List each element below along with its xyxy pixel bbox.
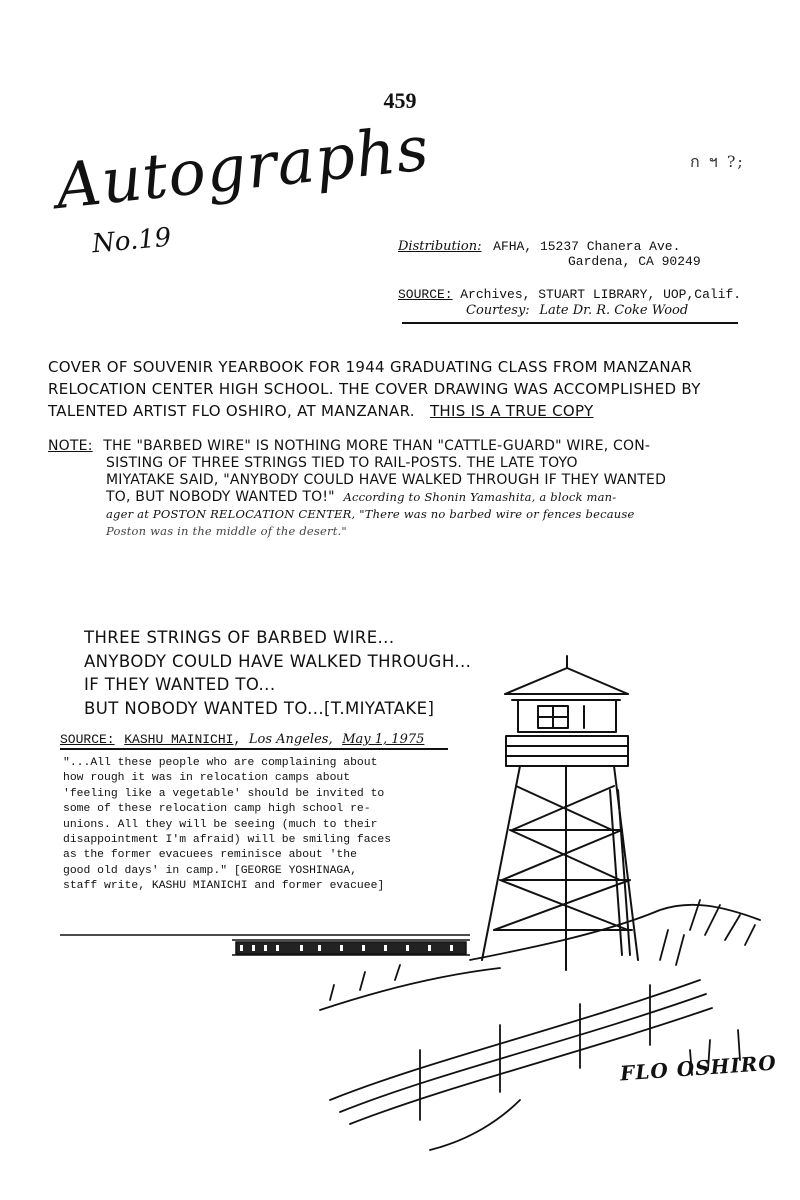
- note-line4-a: TO, BUT NOBODY WANTED TO!": [106, 489, 335, 505]
- true-copy-stamp: THIS IS A TRUE COPY: [429, 402, 594, 420]
- masthead-issue-no: No.19: [90, 222, 173, 260]
- intro-paragraph: [48, 356, 738, 422]
- intro-line1: COVER OF SOUVENIR YEARBOOK FOR 1944 GRADUATING CLASS FROM MANZANAR: [48, 358, 693, 376]
- corner-mark: ก ฯ ?;: [690, 152, 745, 171]
- article-source: SOURCE: KASHU MAINICHI, Los Angeles, May 1, 1975: [60, 732, 425, 747]
- article-source-rule: [60, 748, 448, 750]
- quote-line3: IF THEY WANTED TO...: [84, 675, 276, 694]
- courtesy-value: Late Dr. R. Coke Wood: [539, 303, 689, 318]
- article-source-label: SOURCE:: [60, 732, 115, 747]
- artist-signature: FLO OSHIRO: [619, 1050, 778, 1086]
- article-source-city: Los Angeles,: [248, 732, 333, 747]
- distribution-label: Distribution:: [398, 239, 482, 254]
- note-line1-text: THE "BARBED WIRE" IS NOTHING MORE THAN "CATTLE-GUARD" WIRE, CON-: [103, 438, 651, 454]
- note-line3: MIYATAKE SAID, "ANYBODY COULD HAVE WALKED THROUGH IF THEY WANTED: [106, 472, 667, 488]
- distribution-line2: Gardena, CA 90249: [568, 254, 701, 269]
- note-line5: ager at POSTON RELOCATION CENTER, "There was no barbed wire or fences because: [106, 507, 635, 521]
- quote-line2: ANYBODY COULD HAVE WALKED THROUGH...: [84, 651, 472, 671]
- article-source-paper: KASHU MAINICHI: [124, 732, 234, 747]
- note-paragraph: [48, 438, 748, 540]
- note-line2: SISTING OF THREE STRINGS TIED TO RAIL-POSTS. THE LATE TOYO: [106, 455, 578, 471]
- intro-line3: [48, 400, 738, 422]
- distribution-line1: AFHA, 15237 Chanera Ave.: [493, 239, 681, 254]
- distribution-block: [398, 238, 738, 255]
- page-number: 459: [383, 88, 417, 113]
- source-header-line1: Archives, STUART LIBRARY, UOP,Calif.: [460, 287, 742, 302]
- courtesy-block: [466, 302, 766, 319]
- note-line4-b: According to Shonin Yamashita, a block man-: [343, 490, 617, 504]
- source-header-label: SOURCE:: [398, 287, 453, 302]
- article-source-date: May 1, 1975: [342, 732, 425, 747]
- yearbook-quote: [84, 626, 471, 720]
- note-line6: Poston was in the middle of the desert.": [106, 524, 347, 538]
- header-rule: [402, 322, 738, 324]
- note-line1: [48, 438, 748, 455]
- note-line4: [48, 489, 748, 506]
- note-label: NOTE:: [48, 438, 93, 454]
- masthead-title: Autographs: [52, 111, 433, 223]
- quote-line1: THREE STRINGS OF BARBED WIRE...: [84, 628, 395, 647]
- quote-line4: BUT NOBODY WANTED TO...[T.MIYATAKE]: [84, 698, 435, 718]
- intro-line2: RELOCATION CENTER HIGH SCHOOL. THE COVER DRAWING WAS ACCOMPLISHED BY: [48, 380, 701, 398]
- article-excerpt: "...All these people who are complaining about how rough it was in relocation camps about 'feeling like a vegetable' should be invited to some of these relocation camp high school re- unions. All they will be seeing (much to their disappointment I'm afraid) will be smiling faces as the former evacuees reminisce about 'the good old days' in camp." [GEORGE YOSHINAGA, staff write, KASHU MIANICHI and former evacuee]: [63, 757, 392, 893]
- intro-line3-a: TALENTED ARTIST FLO OSHIRO, AT MANZANAR.: [48, 402, 415, 420]
- source-header-block: [398, 286, 778, 303]
- courtesy-label: Courtesy:: [466, 303, 530, 318]
